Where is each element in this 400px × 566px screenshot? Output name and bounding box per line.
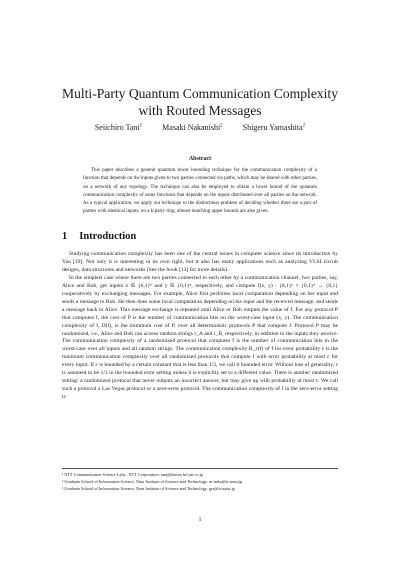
footnote: ³ Graduate School of Information Science, Nara Institute of Science and Technology. ger@is.naist.jp (62, 485, 235, 491)
footnote: ² Graduate School of Information Science, Nara Institute of Science and Technology. m-naka@is.naist.jp (62, 478, 243, 484)
author-list (0, 123, 400, 132)
footnotes (62, 468, 338, 492)
footnote: ¹ NTT Communication Science Labs., NTT Corporation. tani@theory.brl.ntt.co.jp (62, 472, 203, 477)
author: Seiichiro Tani$^1$ (94, 123, 143, 132)
abstract-text: This paper describes a general quantum lower bounding technique for the communication complexity of a function that depends on the inputs given to two parties connected via paths, which may be shared with other parties, on a network of any topology. The technique can also be employed to obtain a lower bound of the quantum communication complexity of some functions that depends on the inputs distributed over all parties on the network. As a typical application, we apply our technique to the distinctness problem of deciding whether there are a pair of parties with identical inputs, on a k-party ring; almost matching upper bounds are also given. (83, 168, 317, 215)
section-heading (62, 231, 136, 242)
author: Masaki Nakanishi$^2$ (162, 123, 223, 132)
section-title: Introduction (79, 231, 137, 242)
abstract-heading: Abstract (188, 156, 212, 162)
body-paragraph: In the simplest case where there are two parties connected to each other by a communication channel, two parties, say, Alice and Bob, get inputs x ∈ {0,1}ⁿ and y ∈ {0,1}ⁿ, respectively, and compute f(x, y) : {0,1}ⁿ × {0,1}ⁿ → {0,1} cooperatively by exchanging messages. For example, Alice first performs local computation depending on her input and sends a message to Bob. He then does some local computation depending on his input and the received message, and sends a message back to Alice. This message exchange is repeated until Alice or Bob outputs the value of f. For any protocol P that computes f, the cost of P is the number of communication bits on the worst-case input (x, y). The communication complexity of f, D(f), is the minimum cost of P, over all deterministic protocols P that compute f. Protocol P may be randomized, i.e., Alice and Bob can access random strings r_A and r_B, respectively, in addition to the inputs they receive. The communication complexity of a randomized protocol that computes f is the number of communication bits in the worst-case over all inputs and all random strings. The communication complexity R_ε(f) of f for error probability ε is the minimum communication complexity over all randomized protocols that compute f with error probability at most ε for every input. If ε is bounded by a certain constant that is less than 1/2, we call it bounded error. Without loss of generality, ε is assumed to be 1/3 in the bounded error setting unless it is explicitly set to a different value. There is another randomized setting: a randomized protocol that never outputs an incorrect answer, but may give up with probability at most ε. We call such a protocol a Las Vegas protocol or a zero-error protocol. The communication complexity of f in the zero-error setting is (62, 274, 338, 401)
body-paragraph: Studying communication complexity has been one of the central issues in computer science since its introduction by Yao [19]. Not only it is interesting in its own right, but it also has many applications such as analyzing VLSI circuit designs, data structures and networks (See the book [13] for more details). (62, 251, 338, 273)
author: Shigeru Yamashita$^2$ (242, 123, 306, 132)
paper-title (0, 86, 400, 119)
section-body (62, 251, 338, 402)
section-number: 1 (62, 231, 68, 242)
page-number: 1 (198, 517, 202, 523)
title-line-1: Multi-Party Quantum Communication Complexity (61, 86, 338, 101)
title-line-2: with Routed Messages (138, 102, 262, 118)
